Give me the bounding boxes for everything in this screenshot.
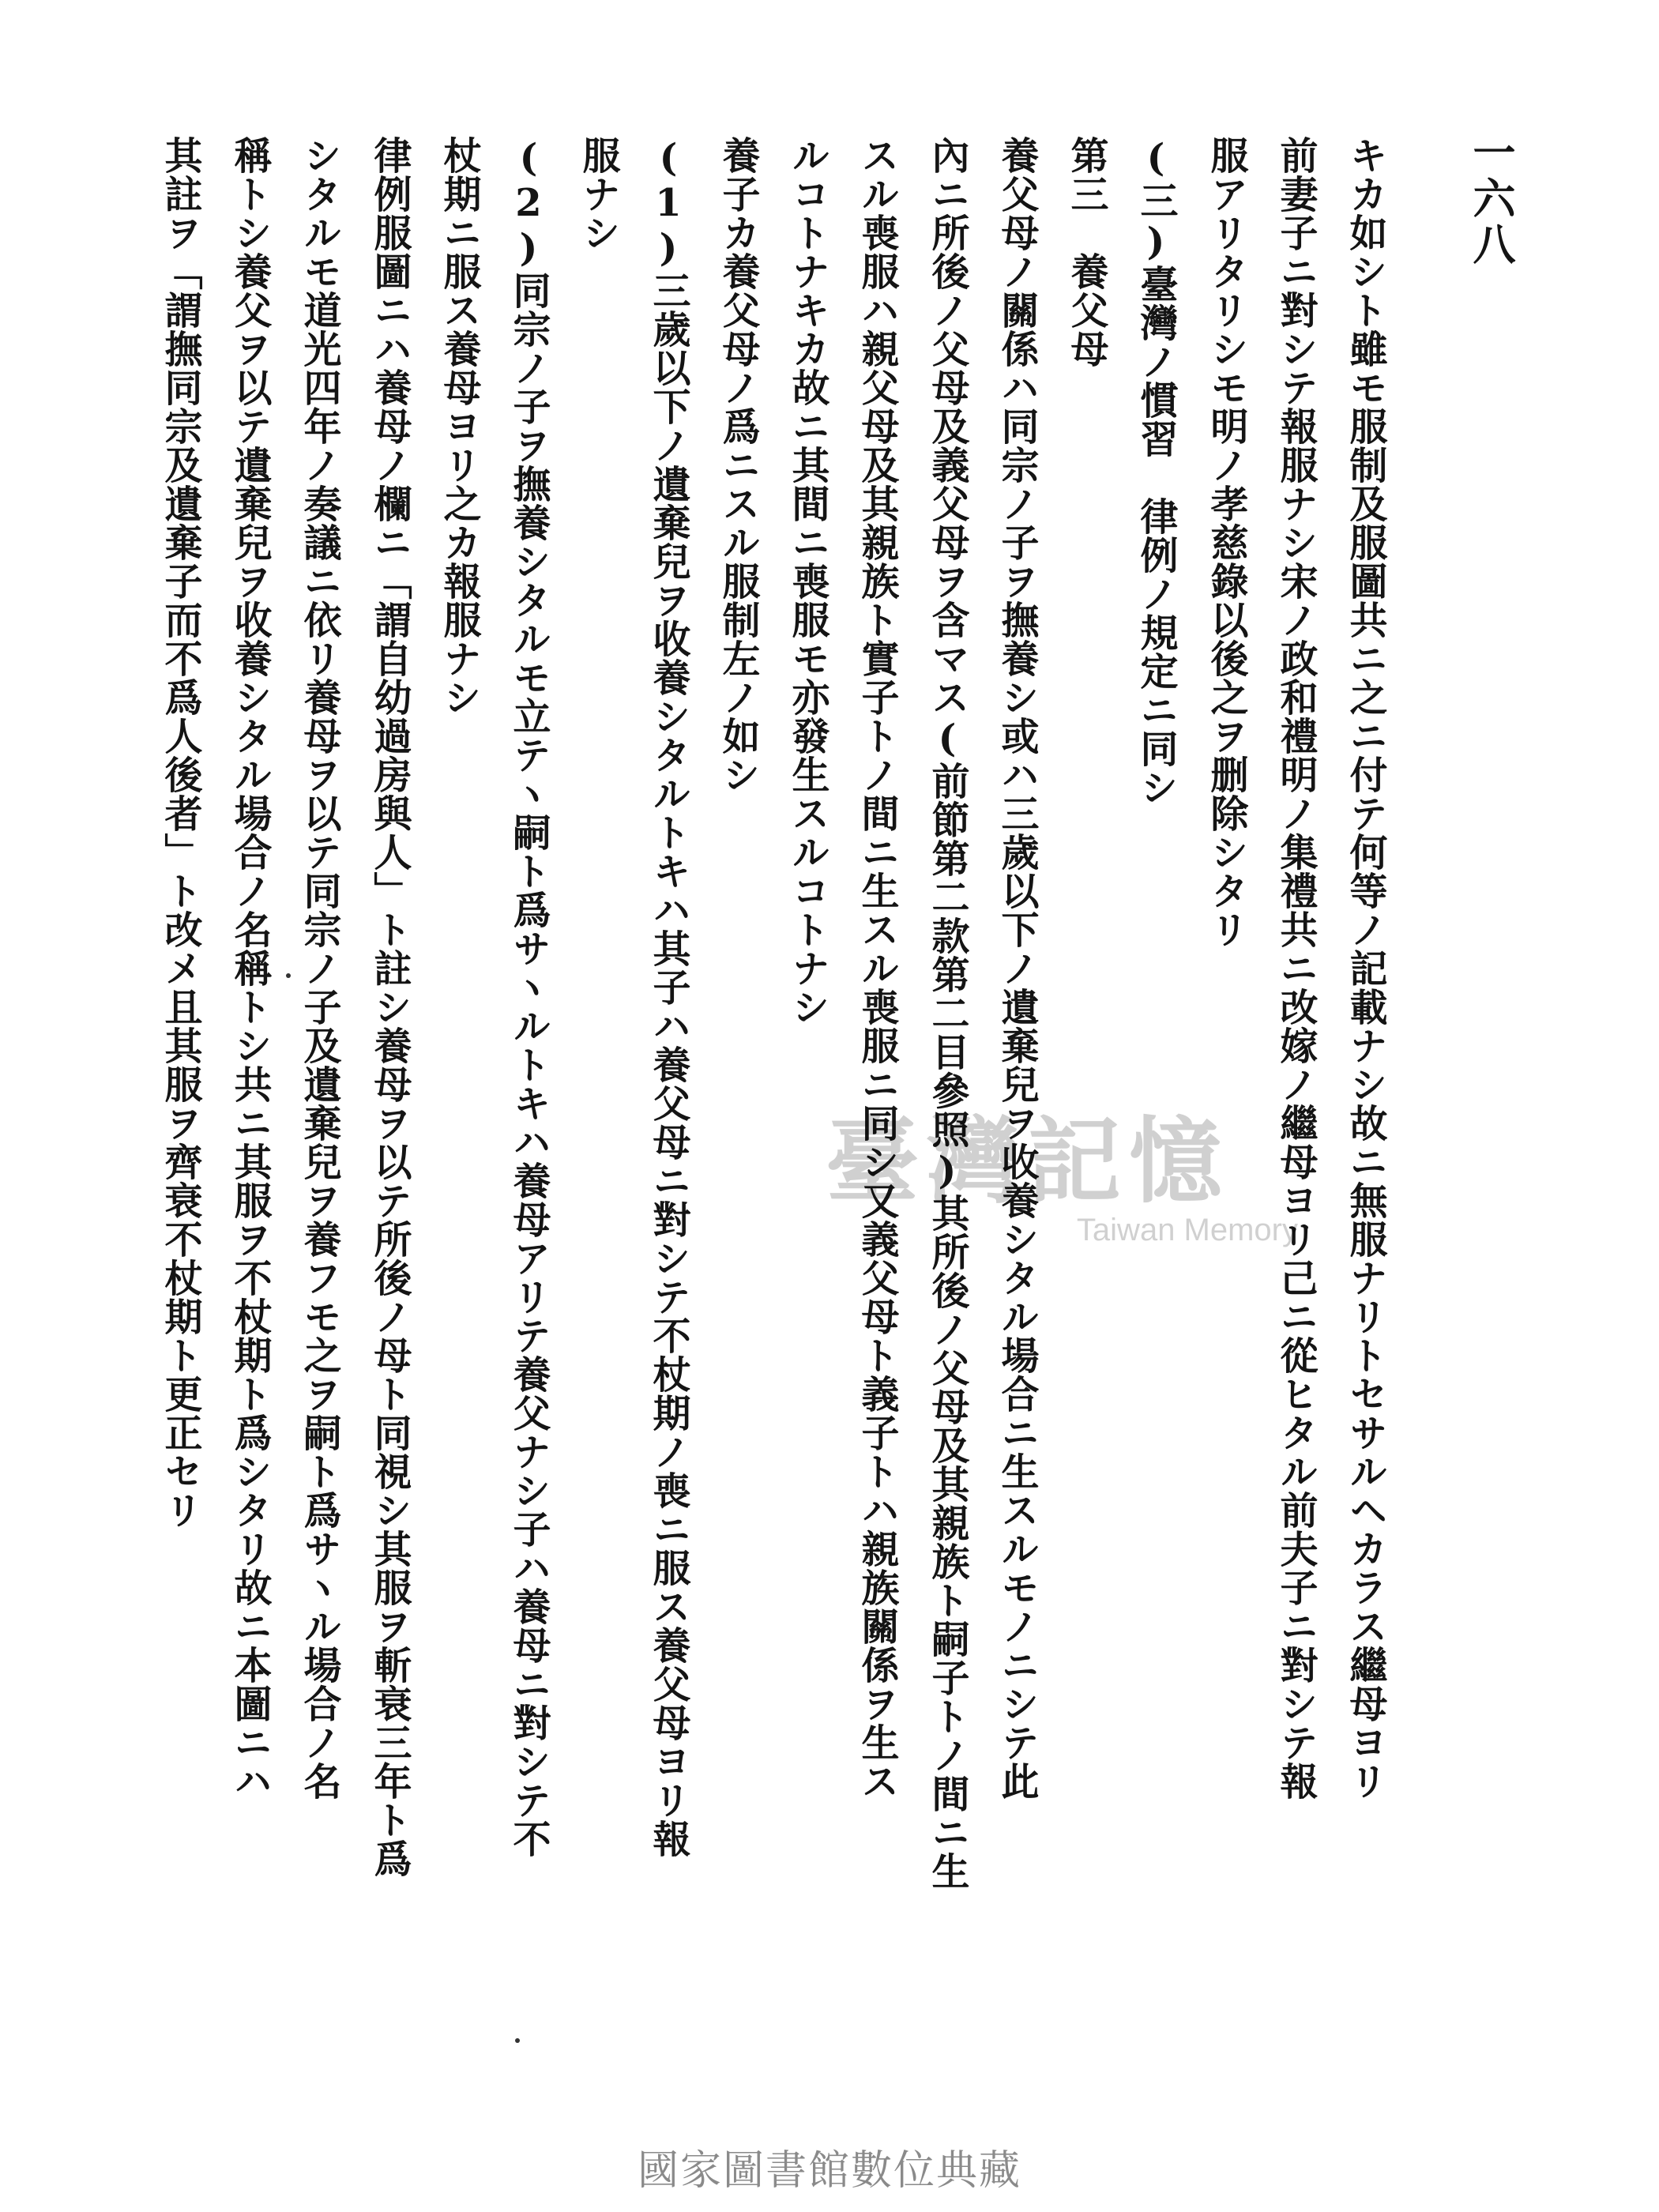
- watermark-logo: [826, 1106, 1315, 1252]
- text-column: (1)三歲以下ノ遺棄兒ヲ收養シタルトキハ其子ハ養父母ニ對シテ不杖期ノ喪ニ服ス養父母ヨリ報: [646, 136, 690, 1858]
- text-column: 律例服圖ニハ養母ノ欄ニ「謂自幼過房與人」ト註シ養母ヲ以テ所後ノ母ト同視シ其服ヲ斬衰三年ト爲: [367, 136, 412, 1878]
- text-column: 稱トシ養父ヲ以テ遺棄兒ヲ收養シタル場合ノ名稱トシ共ニ其服ヲ不杖期ト爲シタリ故ニ本圖ニハ: [228, 136, 272, 1800]
- text-column: 養子カ養父母ノ爲ニスル服制左ノ如シ: [716, 136, 760, 794]
- text-column: 內ニ所後ノ父母及義父母ヲ含マス(前節第二款第二目參照)其所後ノ父母及其親族ト嗣子トノ間ニ生: [925, 136, 969, 1890]
- print-speck: [515, 2038, 520, 2043]
- print-speck: [286, 973, 291, 978]
- text-column: 前妻子ニ對シテ報服ナシ宋ノ政和禮明ノ集禮共ニ改嫁ノ繼母ヨリ己ニ從ヒタル前夫子ニ對シテ報: [1273, 136, 1318, 1800]
- text-column: (2)同宗ノ子ヲ撫養シタルモ立テヽ嗣ト爲サヽルトキハ養母アリテ養父ナシ子ハ養母ニ對シテ不: [506, 136, 551, 1858]
- text-column: 養父母ノ關係ハ同宗ノ子ヲ撫養シ或ハ三歲以下ノ遺棄兒ヲ收養シタル場合ニ生スルモノニシテ此: [995, 136, 1039, 1800]
- page-number: 一六八: [1466, 130, 1517, 268]
- text-column: 服ナシ: [576, 136, 620, 252]
- text-column: ルコトナキカ故ニ其間ニ喪服モ亦發生スルコトナシ: [785, 136, 830, 1026]
- text-column: 其註ヲ「謂撫同宗及遺棄子而不爲人後者」ト改メ且其服ヲ齊衰不杖期ト更正セリ: [158, 136, 202, 1529]
- footer-credit: 國家圖書館數位典藏: [637, 2147, 1021, 2195]
- section-heading-visible: 第三 養父母: [1064, 136, 1108, 368]
- text-column: 服アリタリシモ明ノ孝慈錄以後之ヲ删除シタリ: [1204, 136, 1248, 949]
- watermark-subtitle: Taiwan Memory: [1076, 1213, 1298, 1247]
- text-column: スル喪服ハ親父母及其親族ト實子トノ間ニ生スル喪服ニ同シ又義父母ト義子トハ親族關係ヲ生ス: [855, 136, 899, 1800]
- text-column: (三)臺灣ノ慣習 律例ノ規定ニ同シ: [1134, 136, 1178, 807]
- text-column: 杖期ニ服ス養母ヨリ之カ報服ナシ: [437, 136, 481, 717]
- text-column: シタルモ道光四年ノ奏議ニ依リ養母ヲ以テ同宗ノ子及遺棄兒ヲ養フモ之ヲ嗣ト爲サヽル場合ノ名: [297, 136, 341, 1800]
- watermark-title: 臺灣記憶: [826, 1106, 1231, 1216]
- text-column: キカ如シト雖モ服制及服圖共ニ之ニ付テ何等ノ記載ナシ故ニ無服ナリトセサルヘカラス繼母ヨリ: [1343, 136, 1387, 1800]
